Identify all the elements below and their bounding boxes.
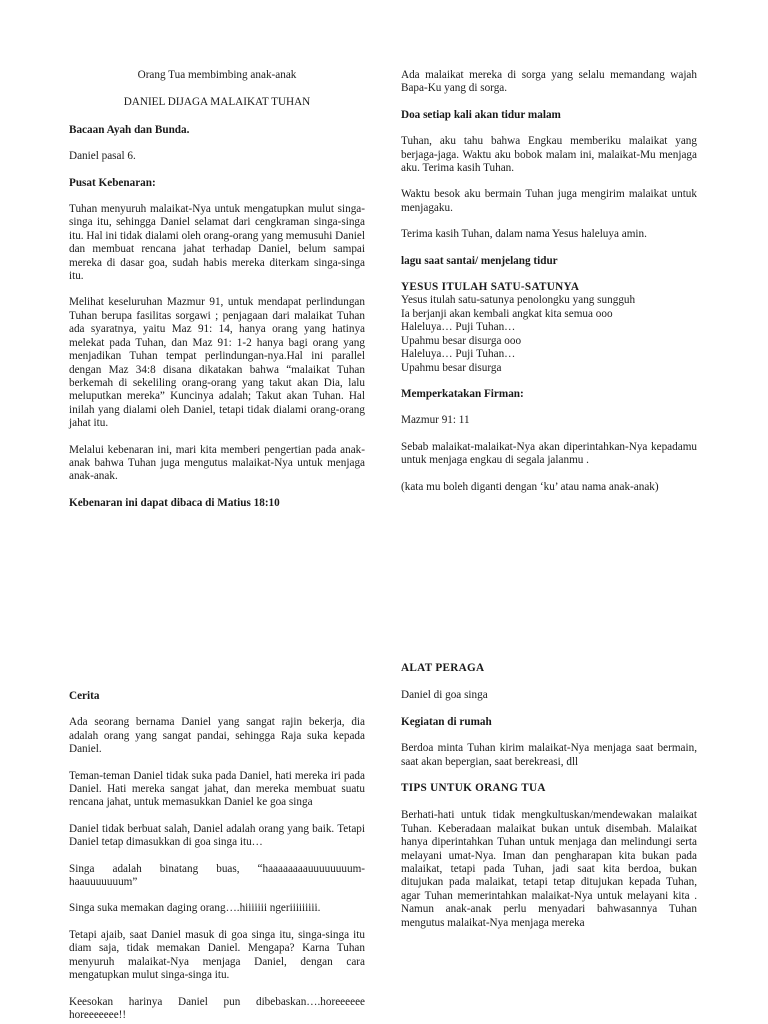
cerita-paragraph-5: Singa suka memakan daging orang….hiiiiiii ngeriiiiiiiii. (69, 902, 321, 915)
song-line: Haleluya… Puji Tuhan… (401, 348, 516, 361)
song-title: YESUS ITULAH SATU-SATUNYA (401, 281, 580, 294)
cerita-paragraph-6: Tetapi ajaib, saat Daniel masuk di goa singa itu, singa-singa itu diam saja, tidak memakan Daniel. Mengapa? Karna Tuhan menyuruh malaikat-Nya menjaga Daniel, dengan cara mengatupkan mulut singa-singa itu. (69, 928, 365, 982)
bottom-left-column (69, 690, 365, 1022)
alat-peraga-heading: ALAT PERAGA (401, 662, 485, 674)
top-right-column (401, 69, 697, 494)
firman-text: Sebab malaikat-malaikat-Nya akan diperintahkan-Nya kepadamu untuk menjaga engkau di segala jalanmu . (401, 440, 697, 467)
tips-heading: TIPS UNTUK ORANG TUA (401, 782, 546, 795)
kebenaran-reference: Kebenaran ini dapat dibaca di Matius 18:10 (69, 496, 280, 509)
tips-text: Berhati-hati untuk tidak mengkultuskan/mendewakan malaikat Tuhan. Keberadaan malaikat bukan untuk disembah. Malaikat hanya diperintahkan Tuhan untuk menjaga dan melindungi serta melayani umat-Nya. Iman dan pengharapan kita bukan pada malaikat, tetapi pada Tuhan, jadi saat kita berdoa, bukan ditujukan pada malaikat, tetapi tetap ditujukan kepada Tuhan, agar Tuhan memerintahkan malaikat-Nya untuk melayani kita . Namun anak-anak perlu menyadari bahwasannya Tuhan mengutus malaikat-Nya menjaga mereka (401, 809, 697, 929)
pusat-heading: Pusat Kebenaran: (69, 176, 156, 189)
song-line: Ia berjanji akan kembali angkat kita semua ooo (401, 307, 613, 320)
top-left-column (69, 69, 365, 510)
verse-continuation: Ada malaikat mereka di sorga yang selalu memandang wajah Bapa-Ku yang di sorga. (401, 69, 697, 95)
cerita-paragraph-1: Ada seorang bernama Daniel yang sangat rajin bekerja, dia adalah orang yang sangat pandai, sehingga Raja suka kepada Daniel. (69, 716, 365, 756)
doa-heading: Doa setiap kali akan tidur malam (401, 108, 561, 121)
doa-paragraph-3: Terima kasih Tuhan, dalam nama Yesus haleluya amin. (401, 228, 647, 241)
lagu-heading: lagu saat santai/ menjelang tidur (401, 254, 558, 267)
cerita-paragraph-4: Singa adalah binatang buas, “haaaaaaaauuuuuuuum-haauuuuuuum” (69, 862, 365, 889)
cerita-paragraph-3: Daniel tidak berbuat salah, Daniel adalah orang yang baik. Tetapi Daniel tetap dimasukkan di goa singa itu… (69, 822, 365, 849)
bacaan-heading: Bacaan Ayah dan Bunda. (69, 123, 190, 136)
song-line: Upahmu besar disurga ooo (401, 334, 522, 347)
song-line: Upahmu besar disurga (401, 361, 502, 374)
cerita-heading: Cerita (69, 690, 100, 702)
page-title: Orang Tua membimbing anak-anak (137, 69, 297, 81)
song-line: Yesus itulah satu-satunya penolongku yang sungguh (401, 294, 636, 307)
doa-paragraph-1: Tuhan, aku tahu bahwa Engkau memberiku malaikat yang berjaga-jaga. Waktu aku bobok malam ini, malaikat-Mu menjaga aku. Terima kasih Tuhan. (401, 135, 697, 175)
pusat-paragraph-2: Melihat keseluruhan Mazmur 91, untuk mendapat perlindungan Tuhan berupa fasilitas sorgawi ; penjagaan dari malaikat Tuhan ada syaratnya, yaitu Maz 91: 14, hanya orang yang hatinya melekat pada Tuhan, dan Maz 91: 1-2 hanya bagi orang yang menjadikan Tuhan tempat perlindungan-nya.Hal ini parallel dengan Maz 34:8 disana dikatakan bahwa “malaikat Tuhan berkemah di sekeliling orang-orang yang takut akan Dia, lalu meluputkan mereka” Kuncinya adalah; Takut akan Tuhan. Hal inilah yang dialami oleh Daniel, tetapi tidak dialami orang-orang jahat itu. (69, 296, 365, 430)
page-subtitle: DANIEL DIJAGA MALAIKAT TUHAN (123, 96, 311, 109)
cerita-paragraph-7: Keesokan harinya Daniel pun dibebaskan….horeeeeee horeeeeeee!! (69, 995, 365, 1021)
firman-reference: Mazmur 91: 11 (401, 414, 470, 427)
pusat-paragraph-1: Tuhan menyuruh malaikat-Nya untuk mengatupkan mulut singa-singa itu, sehingga Daniel selamat dari cengkraman singa-singa itu. Hal ini tidak dialami oleh orang-orang yang memusuhi Daniel dan membuat rencana jahat terhadap Daniel, belum sampai mereka di dasar goa, sudah habis mereka diterkam singa-singa itu. (69, 203, 365, 283)
firman-heading: Memperkatakan Firman: (401, 387, 524, 400)
alat-peraga-text: Daniel di goa singa (401, 689, 488, 702)
pusat-paragraph-3: Melalui kebenaran ini, mari kita memberi pengertian pada anak-anak bahwa Tuhan juga mengutus malaikat-Nya untuk menjaga anak-anak. (69, 443, 365, 483)
kegiatan-heading: Kegiatan di rumah (401, 715, 492, 728)
bacaan-text: Daniel pasal 6. (69, 150, 136, 163)
firman-note: (kata mu boleh diganti dengan ‘ku’ atau nama anak-anak) (401, 480, 659, 493)
kegiatan-text: Berdoa minta Tuhan kirim malaikat-Nya menjaga saat bermain, saat akan bepergian, saat berekreasi, dll (401, 742, 697, 768)
doa-paragraph-2: Waktu besok aku bermain Tuhan juga mengirim malaikat untuk menjagaku. (401, 188, 697, 214)
bottom-right-column (401, 662, 697, 930)
song-lyrics (401, 294, 697, 374)
cerita-paragraph-2: Teman-teman Daniel tidak suka pada Daniel, hati mereka iri pada Daniel. Hati mereka sangat jahat, dan mereka membuat suatu rencana jahat, untuk memasukkan Daniel ke goa singa (69, 769, 365, 809)
song-line: Haleluya… Puji Tuhan… (401, 321, 516, 334)
